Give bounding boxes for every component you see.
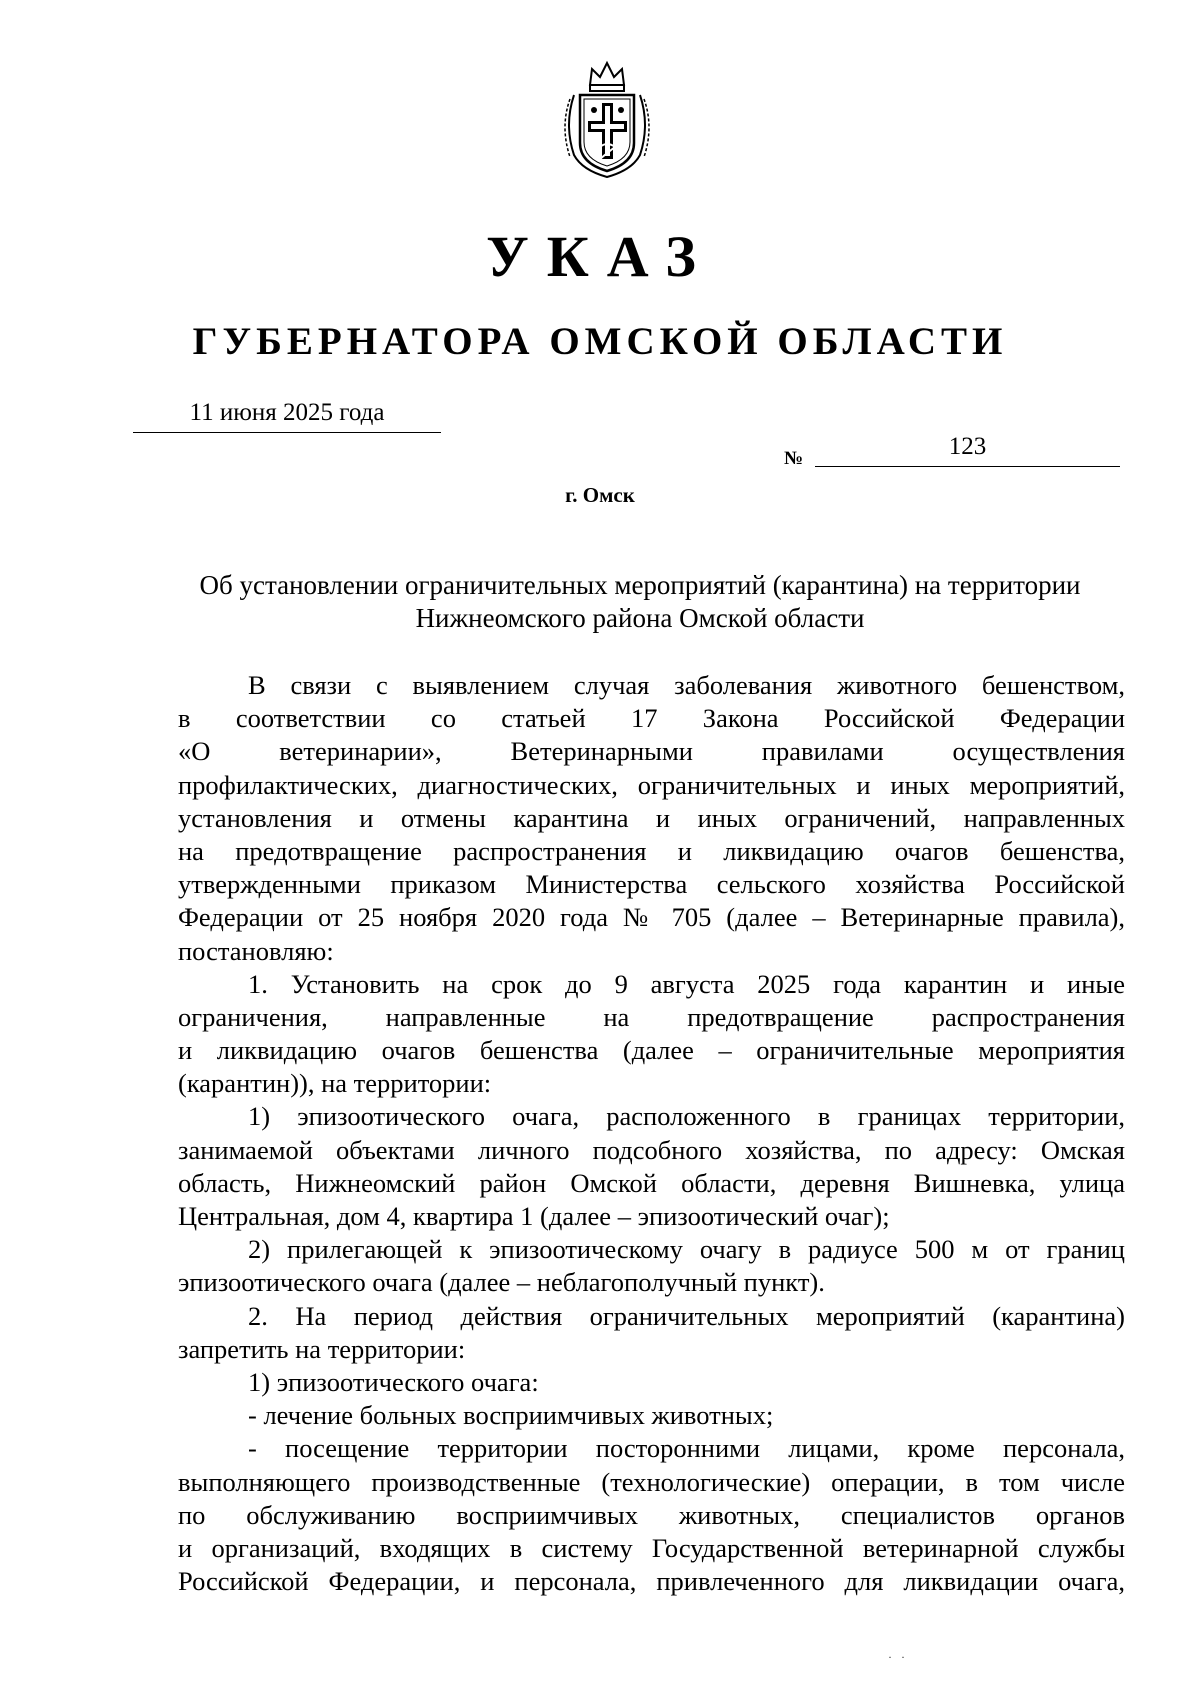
document-subject [150,569,1130,635]
body-line: - посещение территории посторонними лицами, кроме персонала, [248,1433,1125,1464]
body-line: утвержденными приказом Министерства сельского хозяйства Российской [178,869,1125,900]
body-line: Федерации от 25 ноября 2020 года № 705 (далее – Ветеринарные правила), [178,902,1125,933]
body-line: профилактических, диагностических, ограничительных и иных мероприятий, [178,769,1125,800]
document-body [178,669,1125,1598]
body-line: ограничения, направленные на предотвращение распространения [178,1001,1125,1032]
body-line: Российской Федерации, и персонала, привлеченного для ликвидации очага, [178,1566,1125,1597]
body-line: область, Нижнеомский район Омской области, деревня Вишневка, улица [178,1167,1125,1198]
body-line: выполняющего производственные (технологические) операции, в том числе [178,1466,1125,1497]
body-line: эпизоотического очага (далее – неблагополучный пункт). [178,1267,825,1298]
subject-line: Нижнеомского района Омской области [415,603,865,633]
body-line: постановляю: [178,935,334,966]
body-line: «О ветеринарии», Ветеринарными правилами осуществления [178,736,1125,767]
body-line: по обслуживанию восприимчивых животных, специалистов органов [178,1499,1125,1530]
body-line: запретить на территории: [178,1333,466,1364]
body-line: 1) эпизоотического очага, расположенного в границах территории, [248,1101,1125,1132]
body-line: (карантин)), на территории: [178,1068,492,1099]
body-line: 2) прилегающей к эпизоотическому очагу в радиусе 500 м от границ [248,1234,1125,1265]
scan-specks: · · [888,1650,905,1664]
body-line: установления и отмены карантина и иных ограничений, направленных [178,802,1125,833]
body-line: 1) эпизоотического очага: [248,1366,539,1397]
body-line: занимаемой объектами личного подсобного хозяйства, по адресу: Омская [178,1134,1125,1165]
document-date: 11 июня 2025 года [189,399,385,426]
body-line: и организаций, входящих в систему Государственной ветеринарной службы [178,1532,1125,1563]
document-title: УКАЗ [486,224,714,289]
document-place: г. Омск [565,483,635,507]
body-line: Центральная, дом 4, квартира 1 (далее – эпизоотический очаг); [178,1201,890,1231]
body-line: на предотвращение распространения и ликвидацию очагов бешенства, [178,835,1125,866]
coat-of-arms-emblem [560,55,655,180]
number-sign: № [784,448,804,469]
body-line: 1. Установить на срок до 9 августа 2025 года карантин и иные [248,968,1125,999]
subject-line: Об установлении ограничительных мероприятий (карантина) на территории [199,570,1081,600]
document-number: 123 [948,433,987,460]
date-underline [133,432,441,433]
body-line: в соответствии со статьей 17 Закона Российской Федерации [178,703,1125,734]
body-line: 2. На период действия ограничительных мероприятий (карантина) [248,1300,1125,1331]
body-line: - лечение больных восприимчивых животных; [248,1400,774,1431]
number-underline [815,466,1120,467]
document-issuer: ГУБЕРНАТОРА ОМСКОЙ ОБЛАСТИ [192,320,1008,363]
body-line: В связи с выявлением случая заболевания животного бешенством, [248,670,1125,700]
body-line: и ликвидацию очагов бешенства (далее – ограничительные мероприятия [178,1035,1125,1066]
